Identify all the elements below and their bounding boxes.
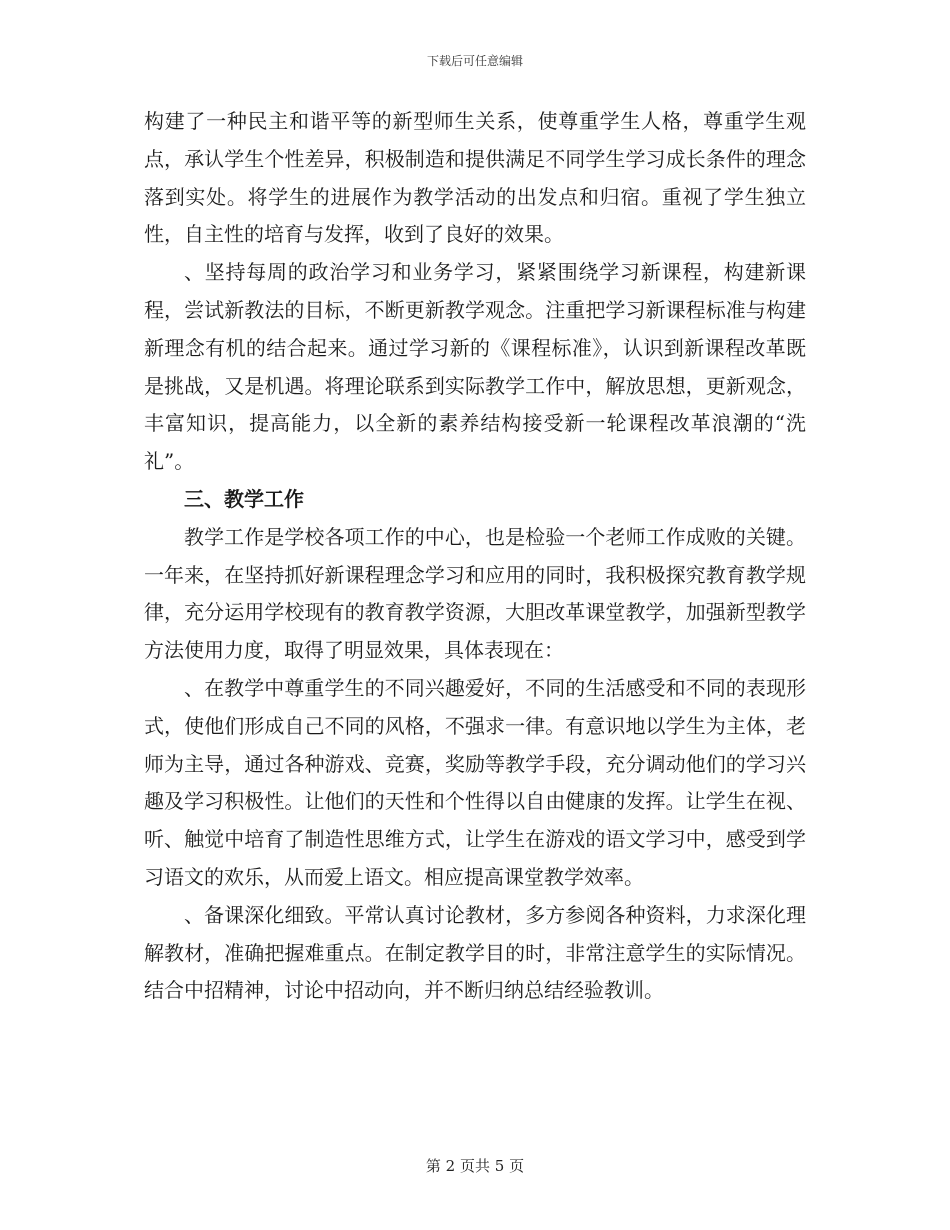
page-header-note: 下载后可任意编辑 [426,54,523,68]
section-heading-teaching-work: 三、教学工作 [184,486,304,511]
paragraph-respect-interests: 、在教学中尊重学生的不同兴趣爱好，不同的生活感受和不同的表现形式，使他们形成自己不同的风格，不强求一律。有意识地以学生为主体，老师为主导，通过各种游戏、竞赛，奖励等教学手段，充分调动他们的学习兴趣及学习积极性。让他们的天性和个性得以自由健康的发挥。让学生在视、听、触觉中培育了制造性思维方式，让学生在游戏的语文学习中，感受到学习语文的欢乐，从而爱上语文。相应提高课堂教学效率。 [144,675,806,889]
paragraph-lesson-preparation: 、备课深化细致。平常认真讨论教材，多方参阅各种资料，力求深化理解教材，准确把握难重点。在制定教学目的时，非常注意学生的实际情况。结合中招精神，讨论中招动向，并不断归纳总结经验教训。 [144,902,806,1003]
page-number: 第 2 页共 5 页 [425,1157,525,1175]
paragraph-teacher-student-relationship: 构建了一种民主和谐平等的新型师生关系，使尊重学生人格，尊重学生观点，承认学生个性差异，积极制造和提供满足不同学生学习成长条件的理念落到实处。将学生的进展作为教学活动的出发点和归宿。重视了学生独立性，自主性的培育与发挥，收到了良好的效果。 [144,109,806,247]
paragraph-teaching-center: 教学工作是学校各项工作的中心，也是检验一个老师工作成败的关键。一年来，在坚持抓好新课程理念学习和应用的同时，我积极探究教育教学规律，充分运用学校现有的教育教学资源，大胆改革课堂教学，加强新型教学方法使用力度，取得了明显效果，具体表现在： [144,524,806,663]
paragraph-weekly-study: 、坚持每周的政治学习和业务学习，紧紧围绕学习新课程，构建新课程，尝试新教法的目标，不断更新教学观念。注重把学习新课程标准与构建新理念有机的结合起来。通过学习新的《课程标准》，认识到新课程改革既是挑战，又是机遇。将理论联系到实际教学工作中，解放思想，更新观念，丰富知识，提高能力，以全新的素养结构接受新一轮课程改革浪潮的“洗礼”。 [144,260,806,474]
document-body [144,103,806,1010]
